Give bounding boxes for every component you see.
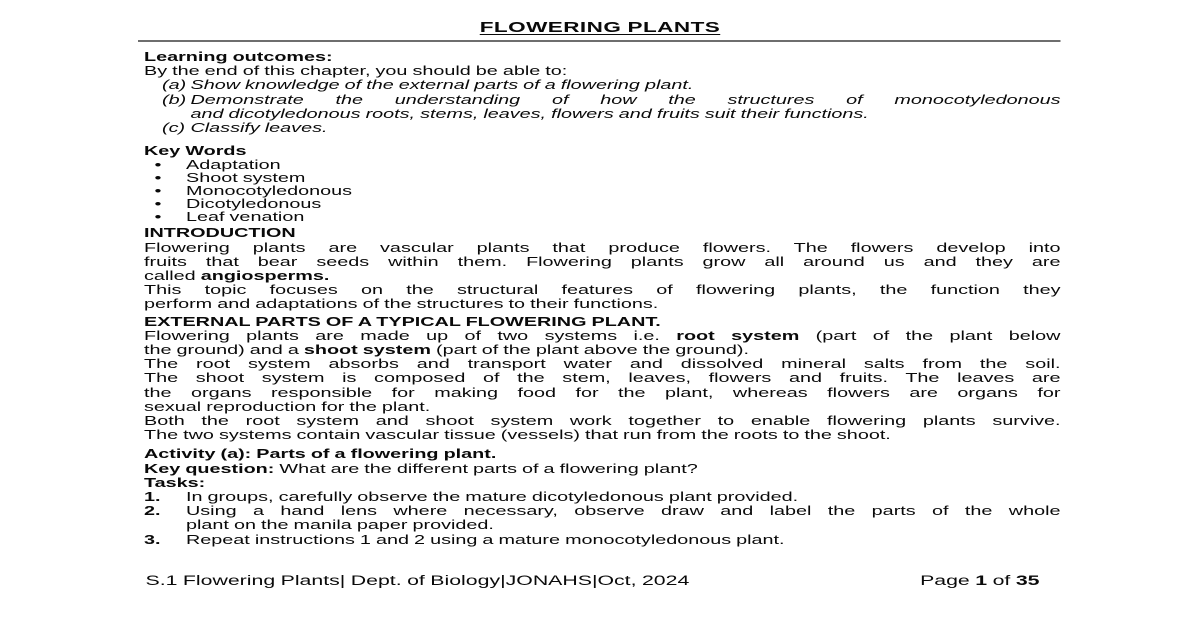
paragraph-line: The two systems contain vascular tissue (vessels) that run from the roots to the shoot. (144, 427, 891, 443)
paragraph-line: Flowering plants are vascular plants that produce flowers. The flowers develop into (144, 239, 1061, 255)
external-parts-paragraph-1 (144, 329, 1061, 357)
paragraph-line (144, 269, 1061, 283)
key-word-label: Leaf venation (186, 209, 305, 225)
task-item-3 (144, 533, 1061, 547)
external-parts-heading: EXTERNAL PARTS OF A TYPICAL FLOWERING PLANT. (144, 313, 661, 329)
external-parts-paragraph-2 (144, 357, 1061, 414)
outcome-item-a (144, 78, 1061, 92)
key-word-label: Monocotyledonous (186, 183, 353, 199)
task-text (186, 504, 1061, 532)
section-learning-outcomes (144, 50, 1061, 135)
key-question-text: What are the different parts of a flowering plant? (279, 460, 698, 476)
section-external-parts (144, 315, 1061, 443)
paragraph-line (144, 343, 1061, 357)
outcome-marker-b: (b) (162, 91, 187, 107)
footer-document-info: S.1 Flowering Plants| Dept. of Biology|JONAHS|Oct, 2024 (145, 573, 690, 589)
activity-heading: Activity (a): Parts of a flowering plant. (144, 446, 497, 462)
document-body (144, 50, 1061, 547)
paragraph-line: The shoot system is composed of the stem, leaves, flowers and fruits. The leaves are (144, 370, 1061, 386)
page-number-value: 1 (975, 573, 988, 589)
outcome-item-c (144, 121, 1061, 135)
paragraph-text: called (144, 268, 196, 284)
paragraph-line: The root system absorbs and transport water and dissolved mineral salts from the soil. (144, 356, 1061, 372)
page-total-value: 35 (1015, 573, 1040, 589)
term-angiosperms: angiosperms. (200, 268, 330, 284)
key-question-line (144, 462, 1061, 476)
outcome-text-b-line2: and dicotyledonous roots, stems, leaves, flowers and fruits suit their functions. (190, 105, 869, 121)
paragraph-text: the ground) and a (144, 342, 299, 358)
key-word-label: Adaptation (186, 157, 281, 173)
learning-outcomes-lead: By the end of this chapter, you should be able to: (144, 63, 568, 79)
bullet-icon: • (154, 183, 162, 199)
introduction-heading: INTRODUCTION (144, 225, 296, 241)
section-activity (144, 447, 1061, 546)
paragraph-line (144, 329, 1061, 343)
task-text-line1: Using a hand lens where necessary, observe draw and label the parts of the whole (186, 503, 1061, 519)
task-text: Repeat instructions 1 and 2 using a mature monocotyledonous plant. (186, 531, 785, 547)
key-word-label: Dicotyledonous (186, 196, 322, 212)
outcome-text-c: Classify leaves. (190, 120, 328, 136)
outcome-item-b (144, 93, 1061, 121)
task-item-1 (144, 490, 1061, 504)
title-divider (138, 40, 1061, 42)
task-text: In groups, carefully observe the mature dicotyledonous plant provided. (186, 489, 799, 505)
paragraph-text: Flowering plants are made up of two systems i.e. (144, 327, 660, 343)
key-words-heading: Key Words (144, 143, 247, 159)
outcome-text-b (191, 93, 1061, 121)
bullet-icon: • (154, 170, 162, 186)
footer-page-number (920, 574, 1039, 588)
task-number: 1. (144, 489, 161, 505)
term-shoot-system: shoot system (303, 342, 431, 358)
paragraph-line: fruits that bear seeds within them. Flowering plants grow all around us and they are (144, 253, 1061, 269)
key-word-item (144, 210, 1061, 223)
task-item-2 (144, 504, 1061, 532)
paragraph-line: sexual reproduction for the plant. (144, 398, 431, 414)
learning-outcomes-heading: Learning outcomes: (144, 49, 333, 64)
page-title: FLOWERING PLANTS (479, 19, 721, 36)
page-label: Page (920, 573, 970, 589)
paragraph-text: (part of the plant above the ground). (436, 342, 749, 358)
outcome-marker-a: (a) (162, 77, 187, 93)
key-word-label: Shoot system (186, 170, 306, 186)
paragraph-line: This topic focuses on the structural features of flowering plants, the function they (144, 282, 1061, 298)
outcome-text-a: Show knowledge of the external parts of a flowering plant. (190, 77, 694, 93)
page-footer (0, 574, 1200, 588)
paragraph-line: Both the root system and shoot system work together to enable flowering plants survive. (144, 413, 1061, 429)
bullet-icon: • (154, 209, 162, 225)
external-parts-paragraph-3 (144, 414, 1061, 442)
task-number: 3. (144, 531, 161, 547)
document-header (0, 0, 1200, 42)
introduction-paragraph-1 (144, 241, 1061, 284)
outcome-text-b-line1: Demonstrate the understanding of how the structures of monocotyledonous (190, 91, 1061, 107)
tasks-heading: Tasks: (144, 474, 206, 490)
bullet-icon: • (154, 196, 162, 212)
section-introduction (144, 226, 1061, 311)
term-root-system: root system (676, 327, 800, 343)
outcome-marker-c: (c) (162, 120, 186, 136)
bullet-icon: • (154, 157, 162, 173)
task-number: 2. (144, 503, 161, 519)
paragraph-line: perform and adaptations of the structures to their functions. (144, 296, 659, 312)
task-text-line2: plant on the manila paper provided. (186, 517, 494, 533)
key-question-label: Key question: (144, 460, 275, 476)
section-key-words (144, 144, 1061, 223)
introduction-paragraph-2 (144, 283, 1061, 311)
of-label: of (992, 573, 1011, 589)
paragraph-line: the organs responsible for making food for the plant, whereas flowers are organs for (144, 384, 1061, 400)
paragraph-text: (part of the plant below (815, 327, 1061, 343)
